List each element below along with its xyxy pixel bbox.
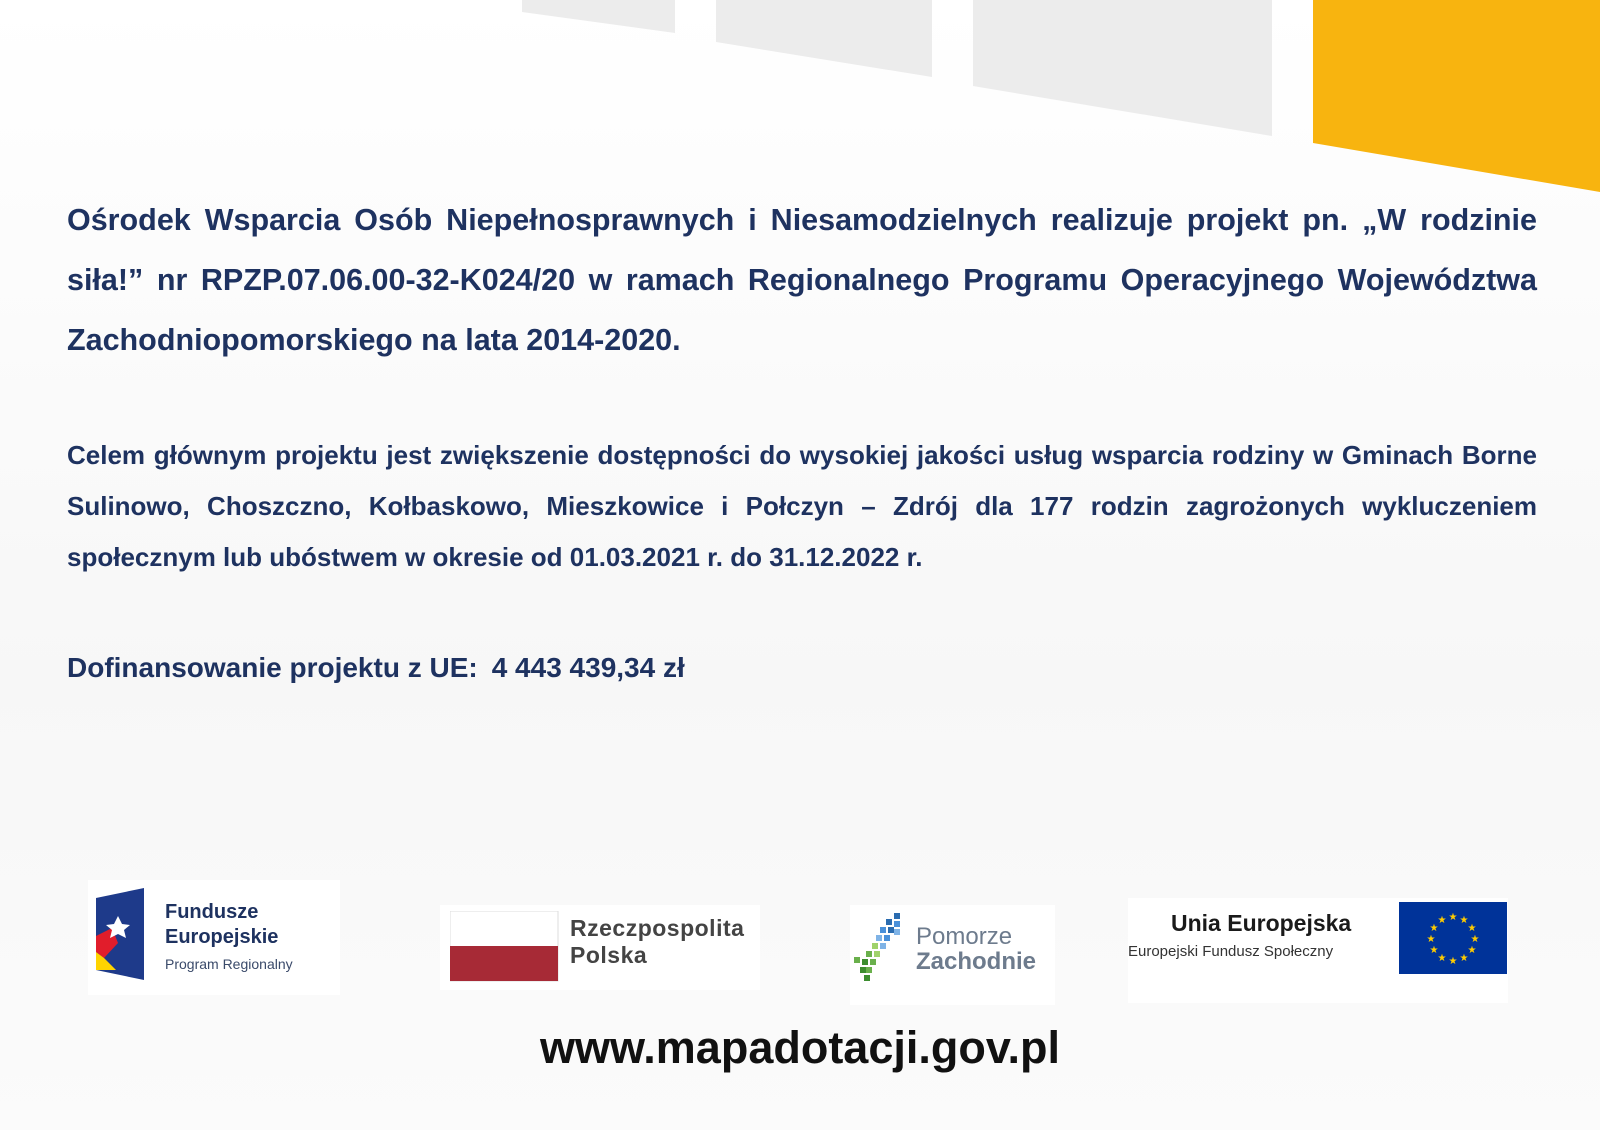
- project-goal-paragraph: Celem głównym projektu jest zwiększenie dostępności do wysokiej jakości usług wsparcia rodziny w Gminach Borne Sulinowo, Choszczno, Kołbaskowo, Mieszkowice i Połczyn – Zdrój dla 177 rodzin zagrożonych wykluczeniem społecznym lub ubóstwem w okresie od 01.03.2021 r. do 31.12.2022 r.: [67, 440, 1537, 572]
- unia-line-2: Europejski Fundusz Społeczny: [1128, 943, 1334, 960]
- svg-text:★: ★: [1459, 915, 1469, 926]
- orange-stripe: [1313, 0, 1600, 192]
- svg-text:★: ★: [1437, 953, 1447, 964]
- svg-text:★: ★: [1470, 934, 1480, 945]
- fundusze-line-3: Program Regionalny: [165, 956, 293, 972]
- svg-text:★: ★: [1448, 912, 1458, 923]
- svg-text:★: ★: [1467, 923, 1477, 934]
- svg-text:★: ★: [1429, 923, 1439, 934]
- logo-pomorze-zachodnie: [850, 905, 1055, 1005]
- svg-text:★: ★: [1437, 915, 1447, 926]
- logo-fundusze-europejskie: [88, 880, 340, 995]
- funding-label: Dofinansowanie projektu z UE:: [67, 652, 478, 683]
- rzeczpospolita-line-1: Rzeczpospolita: [570, 915, 745, 941]
- funding-line: [67, 648, 1537, 688]
- unia-line-1: Unia Europejska: [1171, 910, 1352, 936]
- svg-text:★: ★: [1429, 945, 1439, 956]
- banner-stripes-decoration: [0, 0, 1600, 200]
- project-intro-paragraph: Ośrodek Wsparcia Osób Niepełnosprawnych i Niesamodzielnych realizuje projekt pn. „W rodzinie siła!” nr RPZP.07.06.00-32-K024/20 w ramach Regionalnego Programu Operacyjnego Województwa Zachodniopomorskiego na lata 2014-2020.: [67, 203, 1537, 357]
- eu-flag-icon: [1399, 902, 1507, 976]
- svg-text:★: ★: [1426, 934, 1436, 945]
- fundusze-line-2: Europejskie: [165, 926, 279, 948]
- grey-stripe-2: [716, 0, 932, 77]
- footer-website-link[interactable]: www.mapadotacji.gov.pl: [539, 1022, 1061, 1073]
- svg-text:★: ★: [1467, 945, 1477, 956]
- pomorze-line-1: Pomorze: [916, 923, 1013, 950]
- svg-text:★: ★: [1448, 956, 1458, 967]
- pomorze-zachodnie-pixel-icon: [850, 913, 912, 993]
- polish-flag-icon: [450, 911, 560, 983]
- grey-stripe-3: [973, 0, 1272, 136]
- fundusze-europejskie-flag-icon: [96, 888, 156, 988]
- pomorze-line-2: Zachodnie: [916, 948, 1037, 975]
- grey-stripe-1: [522, 0, 675, 33]
- rzeczpospolita-line-2: Polska: [570, 942, 648, 968]
- logo-rzeczpospolita-polska: [440, 905, 760, 990]
- svg-text:★: ★: [1459, 953, 1469, 964]
- logo-unia-europejska: [1128, 898, 1508, 1003]
- fundusze-line-1: Fundusze: [165, 901, 259, 923]
- funding-amount: 4 443 439,34 zł: [491, 652, 685, 683]
